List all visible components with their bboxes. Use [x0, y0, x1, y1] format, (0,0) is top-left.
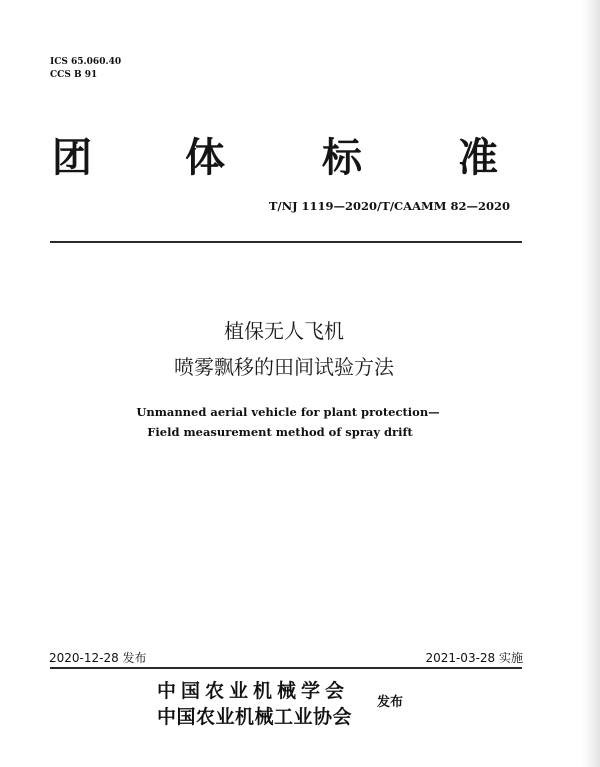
bottom-divider	[50, 667, 522, 669]
issuer-org-2: 中国农业机械工业协会	[157, 706, 353, 728]
page-edge-shadow	[582, 0, 600, 767]
title-chinese-line-2: 喷雾飘移的田间试验方法	[174, 355, 394, 379]
publish-date: 2020-12-28 发布	[49, 651, 147, 665]
ccs-code: CCS B 91	[50, 70, 98, 80]
standard-type-char-3: 标	[322, 135, 362, 181]
title-english-line-1: Unmanned aerial vehicle for plant protection—	[136, 405, 440, 419]
title-chinese-line-1: 植保无人飞机	[224, 319, 344, 343]
standard-number: T/NJ 1119—2020/T/CAAMM 82—2020	[268, 199, 510, 213]
top-divider	[50, 241, 522, 243]
standard-type-char-2: 体	[185, 135, 225, 181]
issuer-org-1: 中国农业机械学会	[157, 680, 350, 702]
title-english-line-2: Field measurement method of spray drift	[147, 425, 413, 439]
ics-code: ICS 65.060.40	[50, 57, 122, 67]
implementation-date: 2021-03-28 实施	[425, 651, 523, 665]
issued-label: 发布	[377, 695, 404, 710]
standard-type-char-1: 团	[52, 135, 92, 181]
standard-type-char-4: 准	[458, 135, 498, 181]
